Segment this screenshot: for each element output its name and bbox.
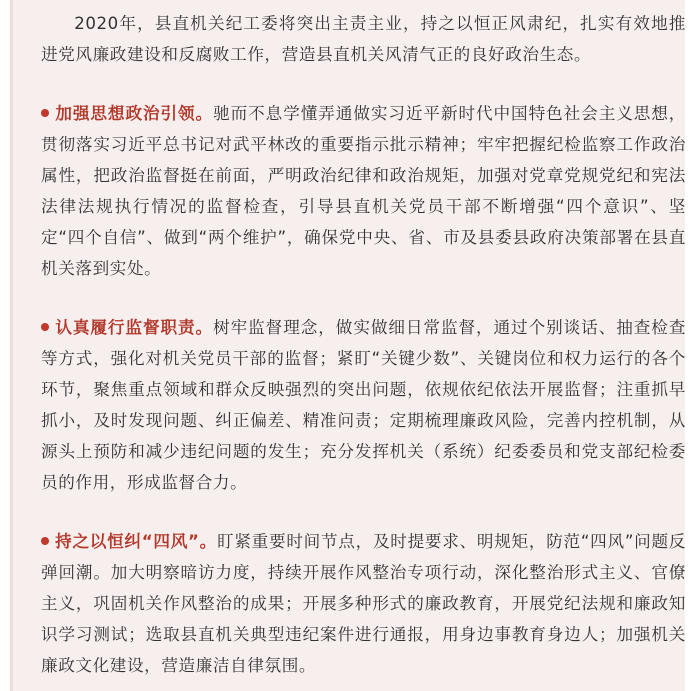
section-heading: 持之以恒纠“四风”。	[55, 532, 218, 551]
section-body: 驰而不息学懂弄通做实习近平新时代中国特色社会主义思想，贯彻落实习近平总书记对武平林改的重要指示批示精神；牢牢把握纪检监察工作政治属性，把政治监督挺在前面，严明政治纪律和政治规矩，加强对党章党规党纪和宪法法律法规执行情况的监督检查，引导县直机关党员干部不断增强“四个意识”、坚定“四个自信”、做到“两个维护”，确保党中央、省、市及县委县政府决策部署在县直机关落到实处。	[41, 104, 687, 278]
section-four-winds	[41, 526, 686, 681]
section-heading: 认真履行监督职责。	[55, 318, 214, 337]
bullet-dot-icon	[41, 323, 49, 331]
section-heading: 加强思想政治引领。	[55, 104, 214, 123]
content-card	[13, 0, 685, 691]
intro-paragraph: 2020年，县直机关纪工委将突出主责主业，持之以恒正风肃纪，扎实有效地推进党风廉政建设和反腐败工作，营造县直机关风清气正的良好政治生态。	[41, 14, 686, 64]
section-body: 树牢监督理念，做实做细日常监督，通过个别谈话、抽查检查等方式，强化对机关党员干部的监督；紧盯“关键少数”、关键岗位和权力运行的各个环节，聚焦重点领域和群众反映强烈的突出问题，依规依纪依法开展监督；注重抓早抓小，及时发现问题、纠正偏差、精准问责；定期梳理廉政风险，完善内控机制，从源头上预防和减少违纪问题的发生；充分发挥机关（系统）纪委委员和党支部纪检委员的作用，形成监督合力。	[41, 318, 687, 492]
section-body: 盯紧重要时间节点，及时提要求、明规矩，防范“四风”问题反弹回潮。加大明察暗访力度，持续开展作风整治专项行动，深化整治形式主义、官僚主义，巩固机关作风整治的成果；开展多种形式的廉政教育，开展党纪法规和廉政知识学习测试；选取县直机关典型违纪案件进行通报，用身边事教育身边人；加强机关廉政文化建设，营造廉洁自律氛围。	[41, 532, 686, 675]
bullet-dot-icon	[41, 537, 49, 545]
section-ideology	[41, 98, 686, 284]
article-body	[41, 8, 686, 681]
section-supervision	[41, 312, 686, 498]
bullet-dot-icon	[41, 109, 49, 117]
